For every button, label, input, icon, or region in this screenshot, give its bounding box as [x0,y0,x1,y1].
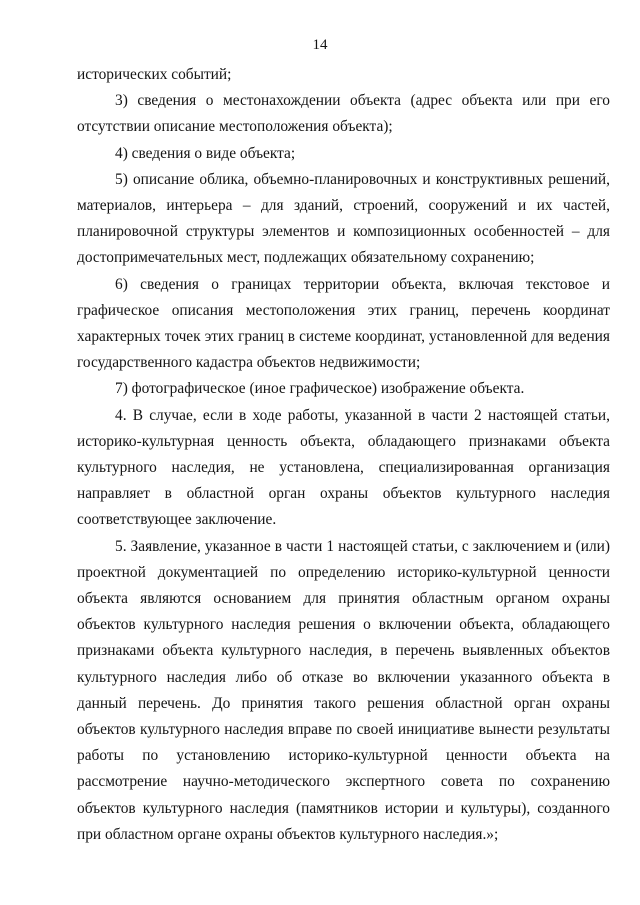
paragraph-part-5: 5. Заявление, указанное в части 1 настоящей статьи, с заключением и (или) проектной документацией по определению историко-культурной ценности объекта являются основанием для принятия областным органом охраны объектов культурного наследия решения о включении объекта, обладающего признаками объекта культурного наследия, в перечень выявленных объектов культурного наследия либо об отказе во включении указанного объекта в данный перечень. До принятия такого решения областной орган охраны объектов культурного наследия вправе по своей инициативе вынести результаты работы по установлению историко-культурной ценности объекта на рассмотрение научно-методического экспертного совета по сохранению объектов культурного наследия (памятников истории и культуры), созданного при областном органе охраны объектов культурного наследия.»; [77,537,610,843]
paragraph-item-4: 4) сведения о виде объекта; [115,144,296,162]
paragraph-item-7: 7) фотографическое (иное графическое) изображение объекта. [115,380,525,398]
document-body [77,62,610,848]
paragraph-item-5: 5) описание облика, объемно-планировочных и конструктивных решений, материалов, интерьера – для зданий, строений, сооружений и их частей, планировочной структуры элементов и композиционных особенностей – для достопримечательных мест, подлежащих обязательному сохранению; [77,170,610,267]
paragraph-item-3: 3) сведения о местонахождении объекта (адрес объекта или при его отсутствии описание местоположения объекта); [77,92,610,136]
paragraph-part-4: 4. В случае, если в ходе работы, указанной в части 2 настоящей статьи, историко-культурная ценность объекта, обладающего признаками объекта культурного наследия, не установлена, специализированная организация направляет в областной орган охраны объектов культурного наследия соответствующее заключение. [77,406,610,529]
paragraph-item-6: 6) сведения о границах территории объекта, включая текстовое и графическое описания местоположения этих границ, перечень координат характерных точек этих границ в системе координат, установленной для ведения государственного кадастра объектов недвижимости; [77,275,610,372]
paragraph-continuation: исторических событий; [77,66,232,83]
page-number: 14 [312,37,328,53]
